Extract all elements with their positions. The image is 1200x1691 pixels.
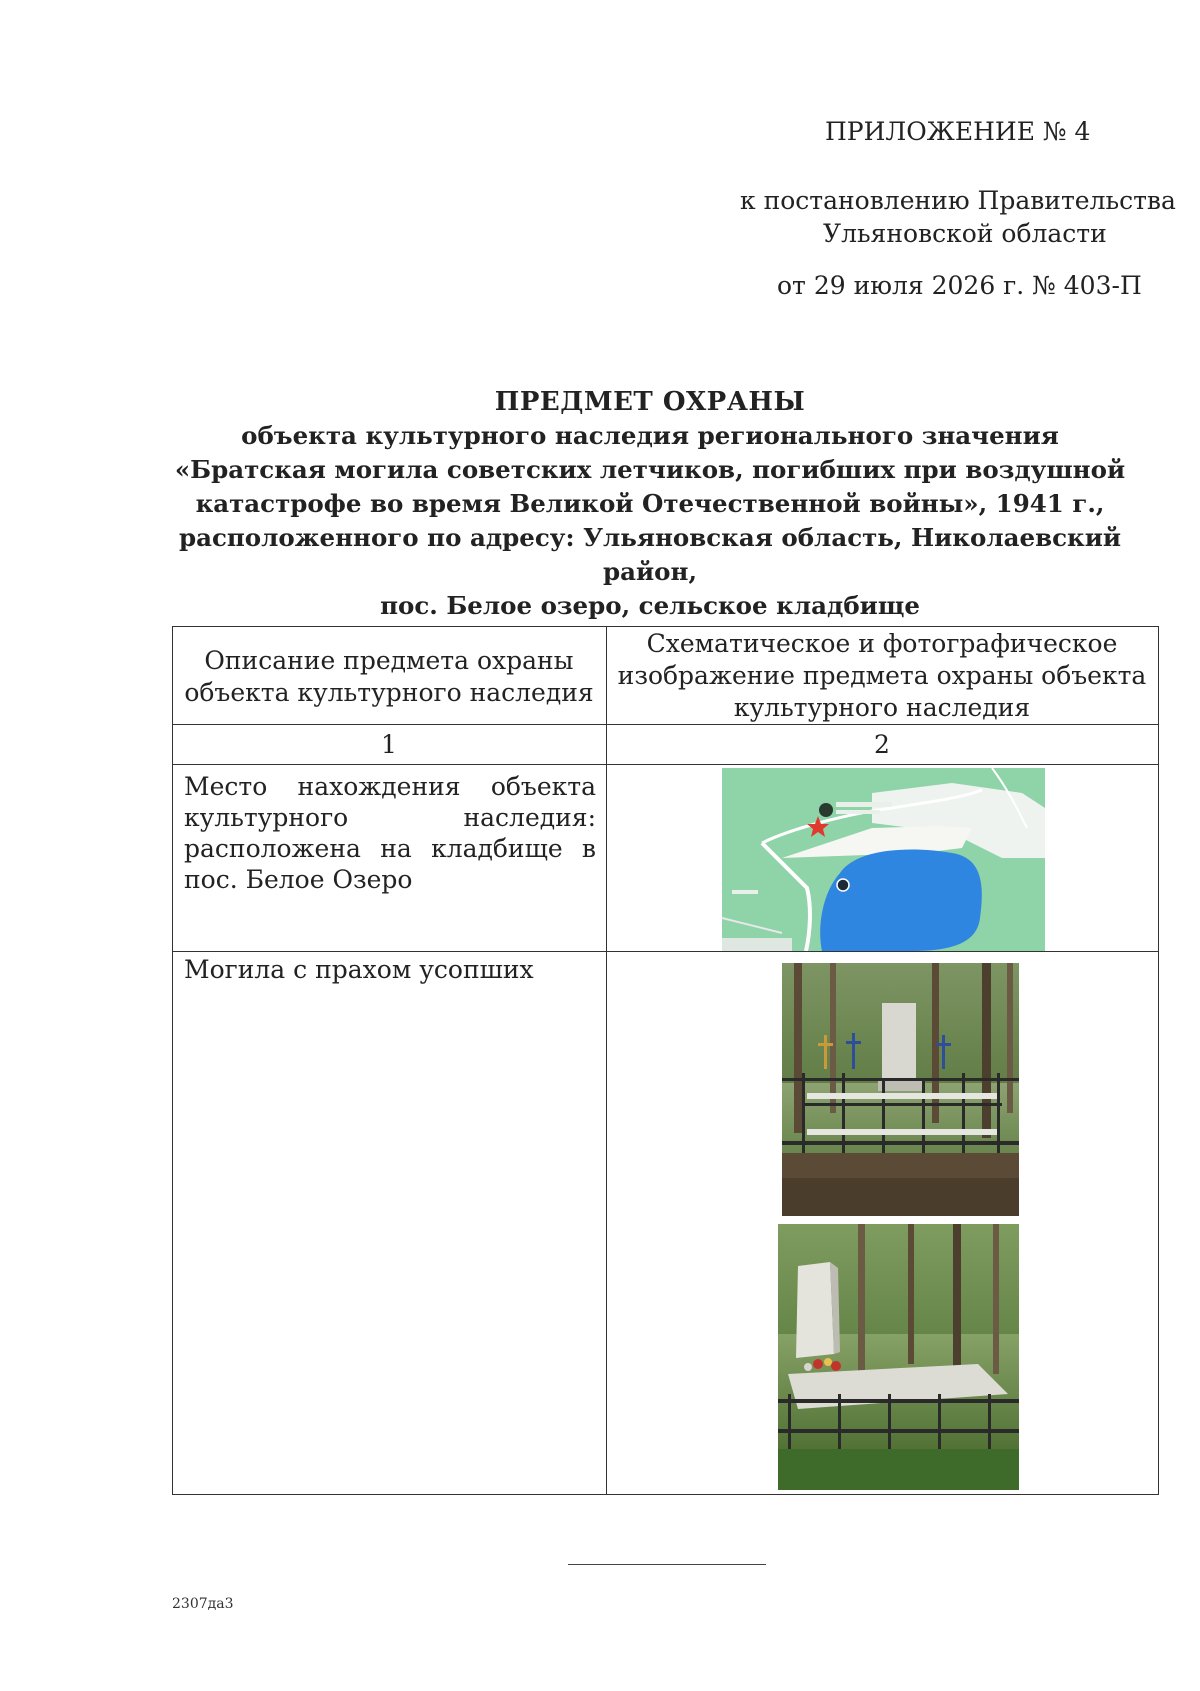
resolution-region: Ульяновской области [823, 219, 1107, 248]
title-line: катастрофе во время Великой Отечественной войны», 1941 г., [195, 489, 1105, 518]
col2-header-line: Схематическое и фотографическое [646, 629, 1118, 658]
location-map [722, 768, 1045, 951]
table-border-right [1158, 626, 1159, 1495]
col1-header [172, 645, 606, 709]
map-label-bar [732, 890, 758, 894]
table-border-top [172, 626, 1158, 627]
resolution-date-number: от 29 июля 2026 г. № 403-П [777, 271, 1142, 300]
map-label-bar [836, 802, 892, 807]
title-line: объекта культурного наследия регионального значения [241, 421, 1059, 450]
col2-header-line: культурного наследия [733, 693, 1031, 722]
title-line: расположенного по адресу: Ульяновская область, Николаевский район, [178, 523, 1122, 586]
col2-header-line: изображение предмета охраны объекта [617, 661, 1147, 690]
appendix-label: ПРИЛОЖЕНИЕ № 4 [825, 117, 1091, 146]
table-border-numbers [172, 764, 1158, 765]
col1-number: 1 [381, 730, 397, 759]
grave-photo-1-graphic [782, 963, 1019, 1216]
table-border-bottom [172, 1494, 1158, 1495]
document-code: 2307да3 [172, 1596, 234, 1612]
title-main: ПРЕДМЕТ ОХРАНЫ [494, 387, 806, 417]
grave-photo-1 [782, 963, 1019, 1216]
resolution-reference: к постановлению Правительства [740, 186, 1176, 215]
document-title [150, 385, 1150, 623]
title-line: «Братская могила советских летчиков, погибших при воздушной [174, 455, 1126, 484]
table-border-row1 [172, 951, 1158, 952]
location-map-graphic [722, 768, 1045, 951]
row1-description: Место нахождения объекта культурного наследия: расположена на кладбище в пос. Белое Озеро [184, 772, 596, 894]
col2-number: 2 [874, 730, 890, 759]
table-border-header [172, 724, 1158, 725]
footer-separator [568, 1564, 766, 1565]
title-line: пос. Белое озеро, сельское кладбище [380, 591, 920, 620]
col1-header-line: объекта культурного наследия [184, 678, 594, 707]
row2-description: Могила с прахом усопших [184, 955, 534, 984]
grave-photo-2 [778, 1224, 1019, 1490]
col1-header-line: Описание предмета охраны [204, 646, 574, 675]
col2-header [606, 628, 1158, 724]
map-label-bar [836, 810, 880, 814]
grave-photo-2-graphic [778, 1224, 1019, 1490]
